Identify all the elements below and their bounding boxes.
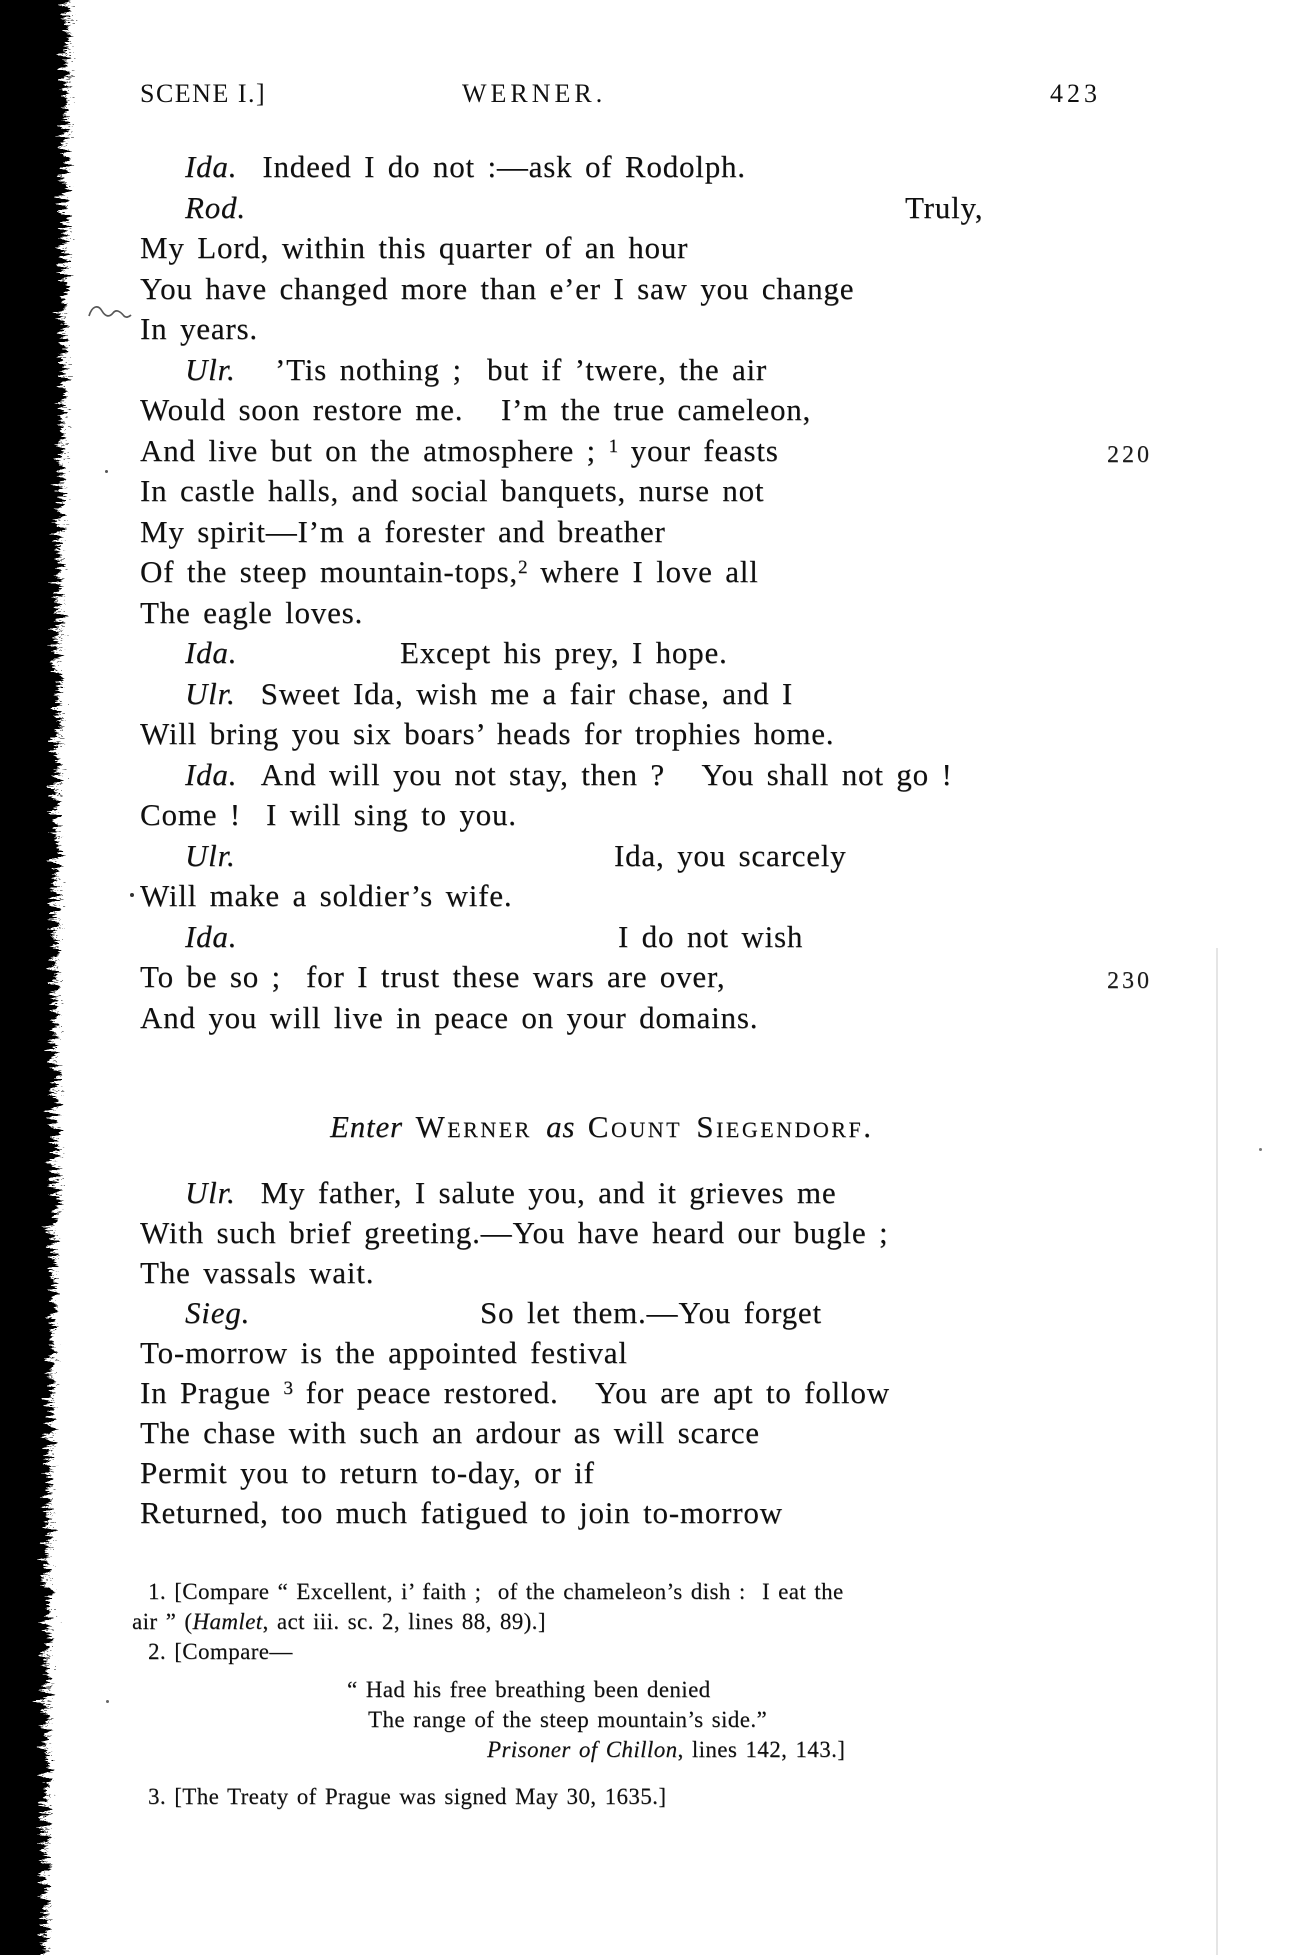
text-segment: I do not wish (618, 918, 804, 954)
running-header (140, 78, 1170, 110)
verse-line (140, 1373, 1175, 1414)
speaker-abbreviation: Ida. (185, 918, 238, 954)
text-segment: Returned, too much fatigued to join to-morrow (140, 1495, 783, 1530)
verse-line (140, 309, 1175, 350)
verse-line (140, 714, 1175, 755)
text-segment: “ Had his free breathing been denied (347, 1677, 711, 1702)
text-segment: Ida, you scarcely (614, 837, 847, 873)
verse-line (140, 876, 1175, 917)
verse-line (140, 1413, 1175, 1454)
text-segment: , act iii. sc. 2, lines 88, 89).] (262, 1609, 546, 1634)
text-segment: And will you not stay, then ? You shall not go ! (237, 756, 953, 792)
speaker-abbreviation: Rod. (185, 189, 246, 225)
verse-line (140, 593, 1175, 634)
text-segment: You have changed more than e’er I saw you change (140, 270, 855, 306)
running-title: WERNER. (462, 79, 607, 108)
text-segment: My spirit—I’m a forester and breather (140, 513, 666, 549)
scan-speck (105, 470, 108, 473)
verse-line-number: 230 (1107, 968, 1152, 994)
text-segment: Will make a soldier’s wife. (140, 878, 513, 913)
scan-speck (1259, 1148, 1262, 1151)
speaker-abbreviation: Ulr. (185, 675, 236, 711)
text-segment: where I love all (527, 554, 759, 589)
text-segment: To-morrow is the appointed festival (140, 1335, 628, 1370)
stage-direction (140, 1107, 1291, 1148)
text-segment: 1. [Compare “ Excellent, i’ faith ; of the chameleon’s dish : I eat the (148, 1579, 844, 1604)
text-segment: Prisoner of Chillon (487, 1737, 678, 1762)
text-segment: Sweet Ida, wish me a fair chase, and I (235, 675, 794, 711)
text-segment: Hamlet (192, 1609, 263, 1634)
text-segment: My father, I salute you, and it grieves me (235, 1175, 837, 1210)
text-segment: for peace restored. You are apt to follow (293, 1375, 890, 1410)
verse-line (140, 1453, 1175, 1494)
text-segment: The eagle loves. (140, 594, 364, 630)
text-segment: Indeed I do not :—ask of Rodolph. (237, 149, 746, 184)
text-segment: as (546, 1109, 588, 1144)
text-segment: Enter (330, 1109, 416, 1144)
page-number: 423 (1050, 79, 1101, 108)
text-segment: Except his prey, I hope. (400, 635, 728, 670)
verse-line (140, 674, 1220, 715)
speaker-abbreviation: Ulr. (185, 351, 236, 387)
text-segment: Count Siegendorf. (587, 1109, 874, 1144)
scan-speck (130, 893, 134, 897)
footnote-line (132, 1607, 1167, 1638)
text-segment: Would soon restore me. I’m the true cameleon, (140, 392, 812, 427)
verse-line (140, 633, 1220, 674)
verse-line (140, 147, 1220, 188)
text-segment: your feasts (618, 432, 779, 468)
verse-line-number: 220 (1107, 441, 1152, 468)
speaker-abbreviation: Ida. (185, 635, 238, 670)
text-segment: The vassals wait. (140, 1255, 375, 1290)
text-segment: In years. (140, 311, 258, 346)
text-segment: Werner (415, 1109, 547, 1144)
verse-line (140, 795, 1175, 836)
verse-line (140, 917, 1220, 958)
verse-line (140, 1333, 1175, 1374)
text-segment: Permit you to return to-day, or if (140, 1455, 595, 1490)
text-segment: In Prague (140, 1375, 284, 1410)
text-segment: The range of the steep mountain’s side.” (368, 1707, 768, 1732)
verse-line (140, 1253, 1175, 1294)
text-segment: To be so ; for I trust these wars are over, (140, 959, 726, 994)
verse-line (140, 1213, 1175, 1254)
speaker-abbreviation: Ida. (185, 149, 238, 184)
verse-line (140, 350, 1220, 391)
text-segment: My Lord, within this quarter of an hour (140, 230, 689, 265)
verse-line (140, 390, 1175, 431)
speaker-abbreviation: Sieg. (185, 1295, 251, 1330)
verse-line (140, 1293, 1220, 1334)
text-segment: And live but on the atmosphere ; (140, 432, 609, 468)
text-segment: With such brief greeting.—You have heard our bugle ; (140, 1215, 889, 1250)
verse-line (140, 512, 1175, 553)
text-segment: Truly, (905, 189, 984, 225)
verse-line (140, 755, 1220, 796)
text-segment: And you will live in peace on your domains. (140, 999, 759, 1035)
speaker-abbreviation: Ulr. (185, 837, 236, 873)
footnote-line (132, 1675, 1291, 1706)
footnote-line (132, 1577, 1183, 1608)
verse-line (140, 269, 1175, 310)
text-segment: Of the steep mountain-tops, (140, 554, 518, 589)
text-segment: In castle halls, and social banquets, nurse not (140, 473, 765, 508)
verse-line (140, 471, 1175, 512)
scan-speck (106, 1700, 109, 1703)
margin-squiggle-mark (86, 302, 134, 328)
scene-label: SCENE I.] (140, 79, 267, 108)
text-segment: 2 (517, 557, 528, 579)
verse-line (140, 957, 1175, 998)
verse-line (140, 836, 1220, 877)
text-segment: air ” ( (132, 1609, 193, 1634)
text-segment: Come ! I will sing to you. (140, 797, 517, 832)
text-segment: The chase with such an ardour as will scarce (140, 1415, 760, 1450)
text-segment: Will bring you six boars’ heads for trophies home. (140, 716, 835, 751)
footnote-line (132, 1782, 1183, 1813)
speaker-abbreviation: Ida. (185, 756, 238, 792)
footnote-line (132, 1705, 1291, 1736)
text-segment: ’Tis nothing ; but if ’twere, the air (275, 351, 768, 387)
verse-line (140, 431, 1175, 472)
text-segment: 2. [Compare— (148, 1639, 293, 1664)
text-segment: , lines 142, 143.] (677, 1737, 846, 1762)
verse-line (140, 552, 1175, 593)
text-segment: 3 (283, 1378, 294, 1400)
text-segment: 3. [The Treaty of Prague was signed May 30, 1635.] (148, 1784, 667, 1809)
verse-line (140, 1173, 1220, 1214)
speaker-abbreviation: Ulr. (185, 1175, 236, 1210)
verse-line (140, 998, 1175, 1039)
text-segment: 1 (608, 435, 619, 457)
text-segment: So let them.—You forget (480, 1295, 822, 1330)
verse-line (140, 188, 1220, 229)
footnote-line (132, 1637, 1183, 1668)
verse-line (140, 228, 1175, 269)
scan-artifact-line (1216, 948, 1218, 1955)
book-binding-scan-edge (0, 0, 95, 1955)
footnote-line (132, 1735, 1291, 1766)
verse-line (140, 1493, 1175, 1534)
